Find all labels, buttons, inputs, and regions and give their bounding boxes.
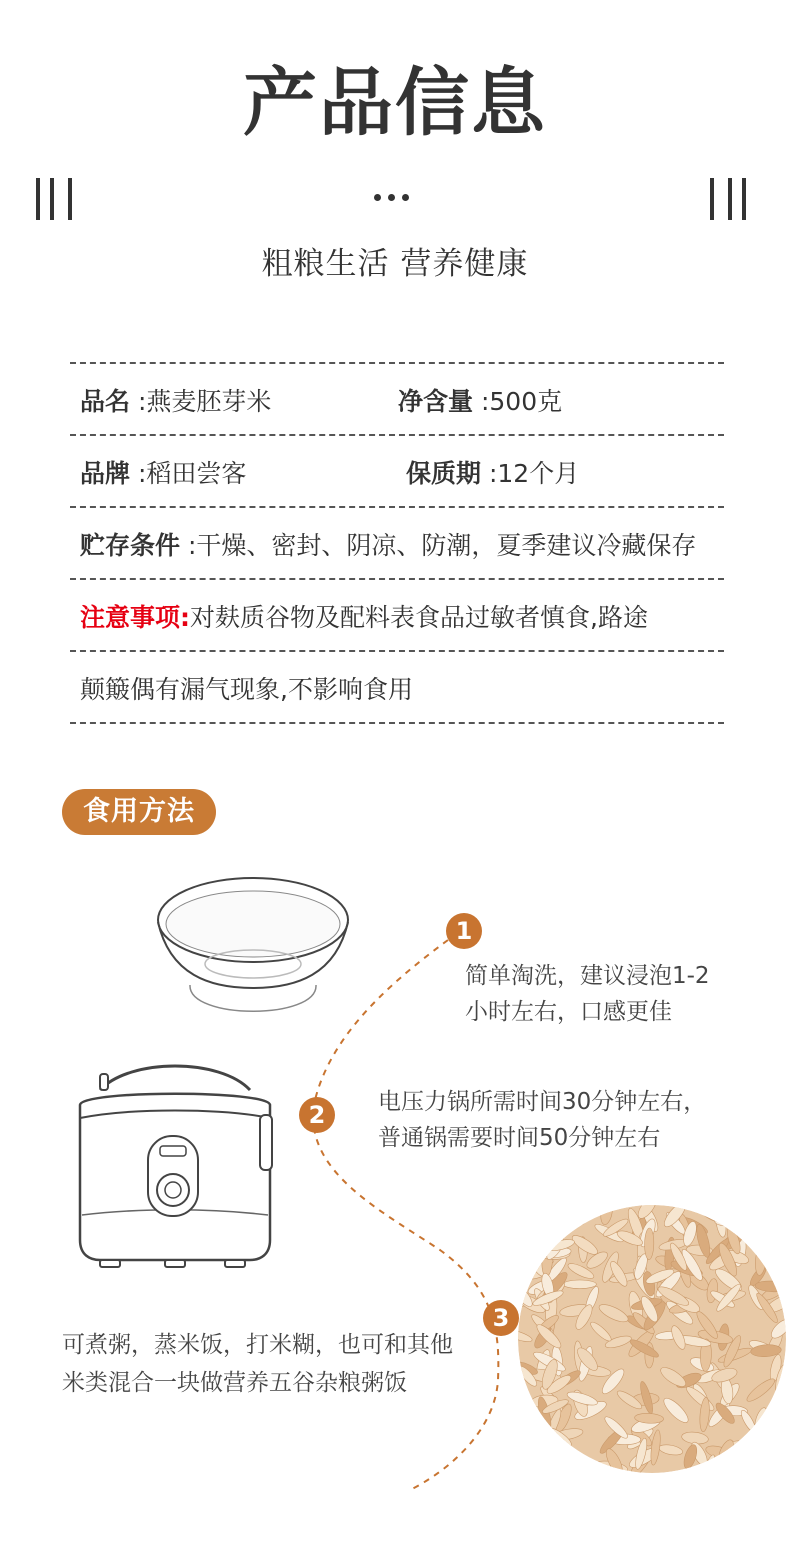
rice-grain	[563, 1280, 596, 1289]
colon: :	[137, 459, 147, 488]
oat-rice-photo	[518, 1205, 786, 1473]
colon: :	[488, 459, 498, 488]
colon: :	[480, 387, 490, 416]
bowl-illustration	[150, 870, 360, 1040]
brand-label: 品牌	[80, 459, 131, 488]
step-number-3: 3	[483, 1300, 519, 1336]
storage-label: 贮存条件	[80, 531, 181, 560]
notice-label: 注意事项:	[80, 603, 190, 632]
net-weight-value: 500克	[489, 387, 563, 416]
step-1-text-line1: 简单淘洗，建议浸泡1-2	[465, 963, 710, 989]
step-1-text-line2: 小时左右，口感更佳	[465, 999, 672, 1025]
page-subtitle: 粗粮生活 营养健康	[261, 246, 529, 282]
step-number-2: 2	[299, 1097, 335, 1133]
brand-value: 稻田尝客	[146, 459, 247, 488]
storage-value: 干燥、密封、阴凉、防潮，夏季建议冷藏保存	[196, 531, 697, 560]
step-2-text-line2: 普通锅需要时间50分钟左右	[378, 1125, 661, 1151]
shelf-life-value: 12个月	[497, 459, 580, 488]
product-name-value: 燕麦胚芽米	[146, 387, 272, 416]
usage-badge: 食用方法	[62, 789, 216, 835]
step-2-text-line1: 电压力锅所需时间30分钟左右，	[378, 1089, 707, 1115]
net-weight-label: 净含量	[398, 387, 474, 416]
step-number-1: 1	[446, 913, 482, 949]
product-name-label: 品名	[80, 387, 131, 416]
page-title: 产品信息	[243, 60, 547, 146]
step-3-text-line2: 米类混合一块做营养五谷杂粮粥饭	[62, 1370, 407, 1396]
colon: :	[187, 531, 197, 560]
notice-value-line2: 颠簸偶有漏气现象,不影响食用	[80, 675, 413, 704]
rice-cooker-illustration	[70, 1060, 280, 1275]
shelf-life-label: 保质期	[406, 459, 482, 488]
step-3-text-line1: 可煮粥，蒸米饭，打米糊，也可和其他	[62, 1332, 453, 1358]
notice-value-line1: 对麸质谷物及配料表食品过敏者慎食,路途	[190, 603, 648, 632]
colon: :	[137, 387, 147, 416]
